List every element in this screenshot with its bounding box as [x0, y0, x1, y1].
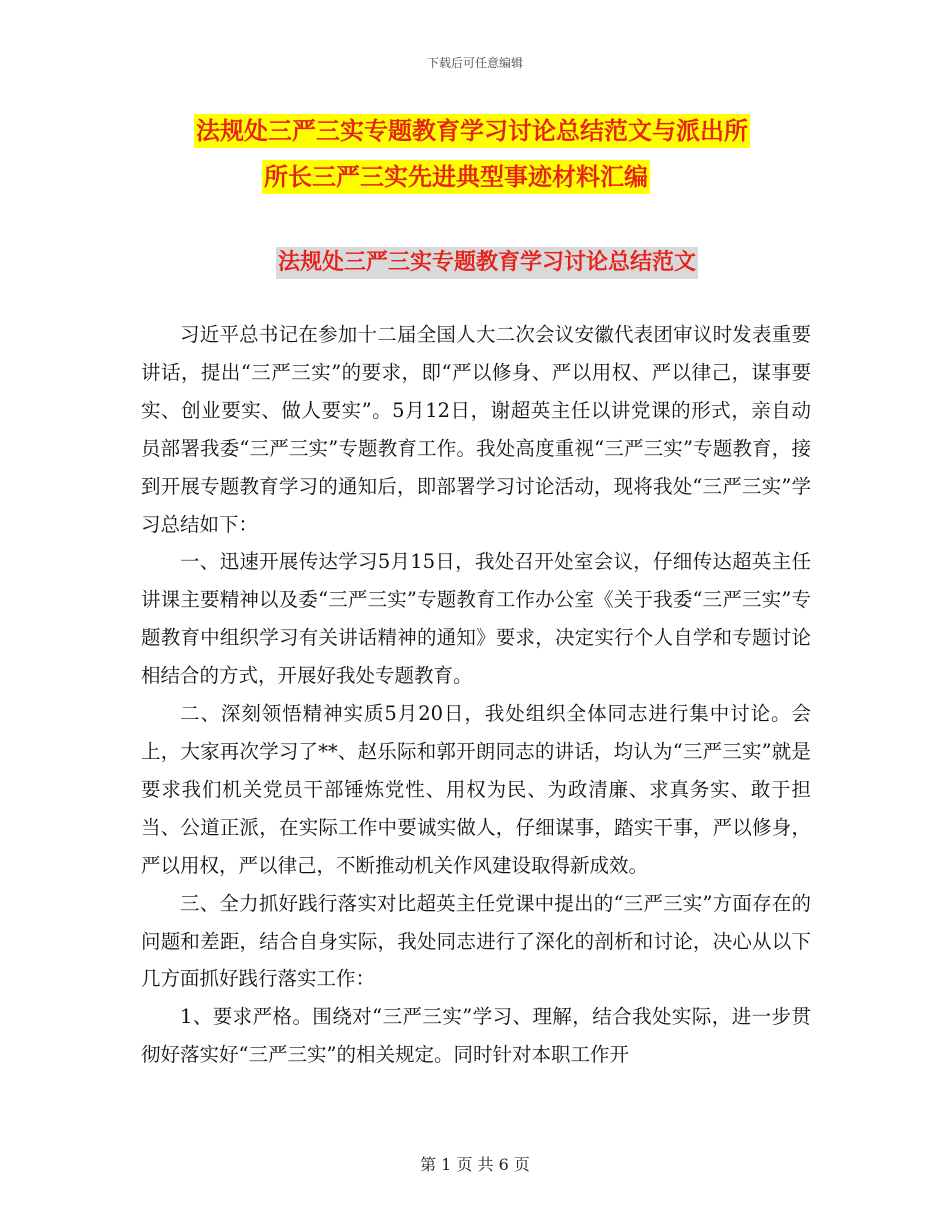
- body-paragraph: 二、深刻领悟精神实质5月20日，我处组织全体同志进行集中讨论。会上，大家再次学习了**、赵乐际和郭开朗同志的讲话，均认为“三严三实”就是要求我们机关党员干部锤炼党性、用权为民、为政清廉、求真务实、敢于担当、公道正派，在实际工作中要诚实做人，仔细谋事，踏实干事，严以修身，严以用权，严以律己，不断推动机关作风建设取得新成效。: [141, 702, 811, 877]
- body-paragraph: 一、迅速开展传达学习5月15日，我处召开处室会议，仔细传达超英主任讲课主要精神以及委“三严三实”专题教育工作办公室《关于我委“三严三实”专题教育中组织学习有关讲话精神的通知》要求，决定实行个人自学和专题讨论相结合的方式，开展好我处专题教育。: [141, 550, 811, 688]
- page-header-note: 下载后可任意编辑: [426, 56, 523, 70]
- body-paragraph: 三、全力抓好践行落实对比超英主任党课中提出的“三严三实”方面存在的问题和差距，结合自身实际，我处同志进行了深化的剖析和讨论，决心从以下几方面抓好践行落实工作：: [141, 891, 811, 991]
- document-title-line-2: 所长三严三实先进典型事迹材料汇编: [262, 160, 650, 194]
- document-body: [141, 316, 811, 1074]
- section-heading: 法规处三严三实专题教育学习讨论总结范文: [276, 247, 698, 279]
- document-title-line-1: 法规处三严三实专题教育学习讨论总结范文与派出所: [194, 114, 750, 148]
- body-paragraph: 习近平总书记在参加十二届全国人大二次会议安徽代表团审议时发表重要讲话，提出“三严三实”的要求，即“严以修身、严以用权、严以律己，谋事要实、创业要实、做人要实”。5月12日，谢超英主任以讲党课的形式，亲自动员部署我委“三严三实”专题教育工作。我处高度重视“三严三实”专题教育，接到开展专题教育学习的通知后，即部署学习讨论活动，现将我处“三严三实”学习总结如下：: [141, 323, 811, 536]
- page-footer: 第 1 页 共 6 页: [420, 1155, 530, 1174]
- body-paragraph: 1、要求严格。围绕对“三严三实”学习、理解，结合我处实际，进一步贯彻好落实好“三严三实”的相关规定。同时针对本职工作开: [141, 1005, 811, 1067]
